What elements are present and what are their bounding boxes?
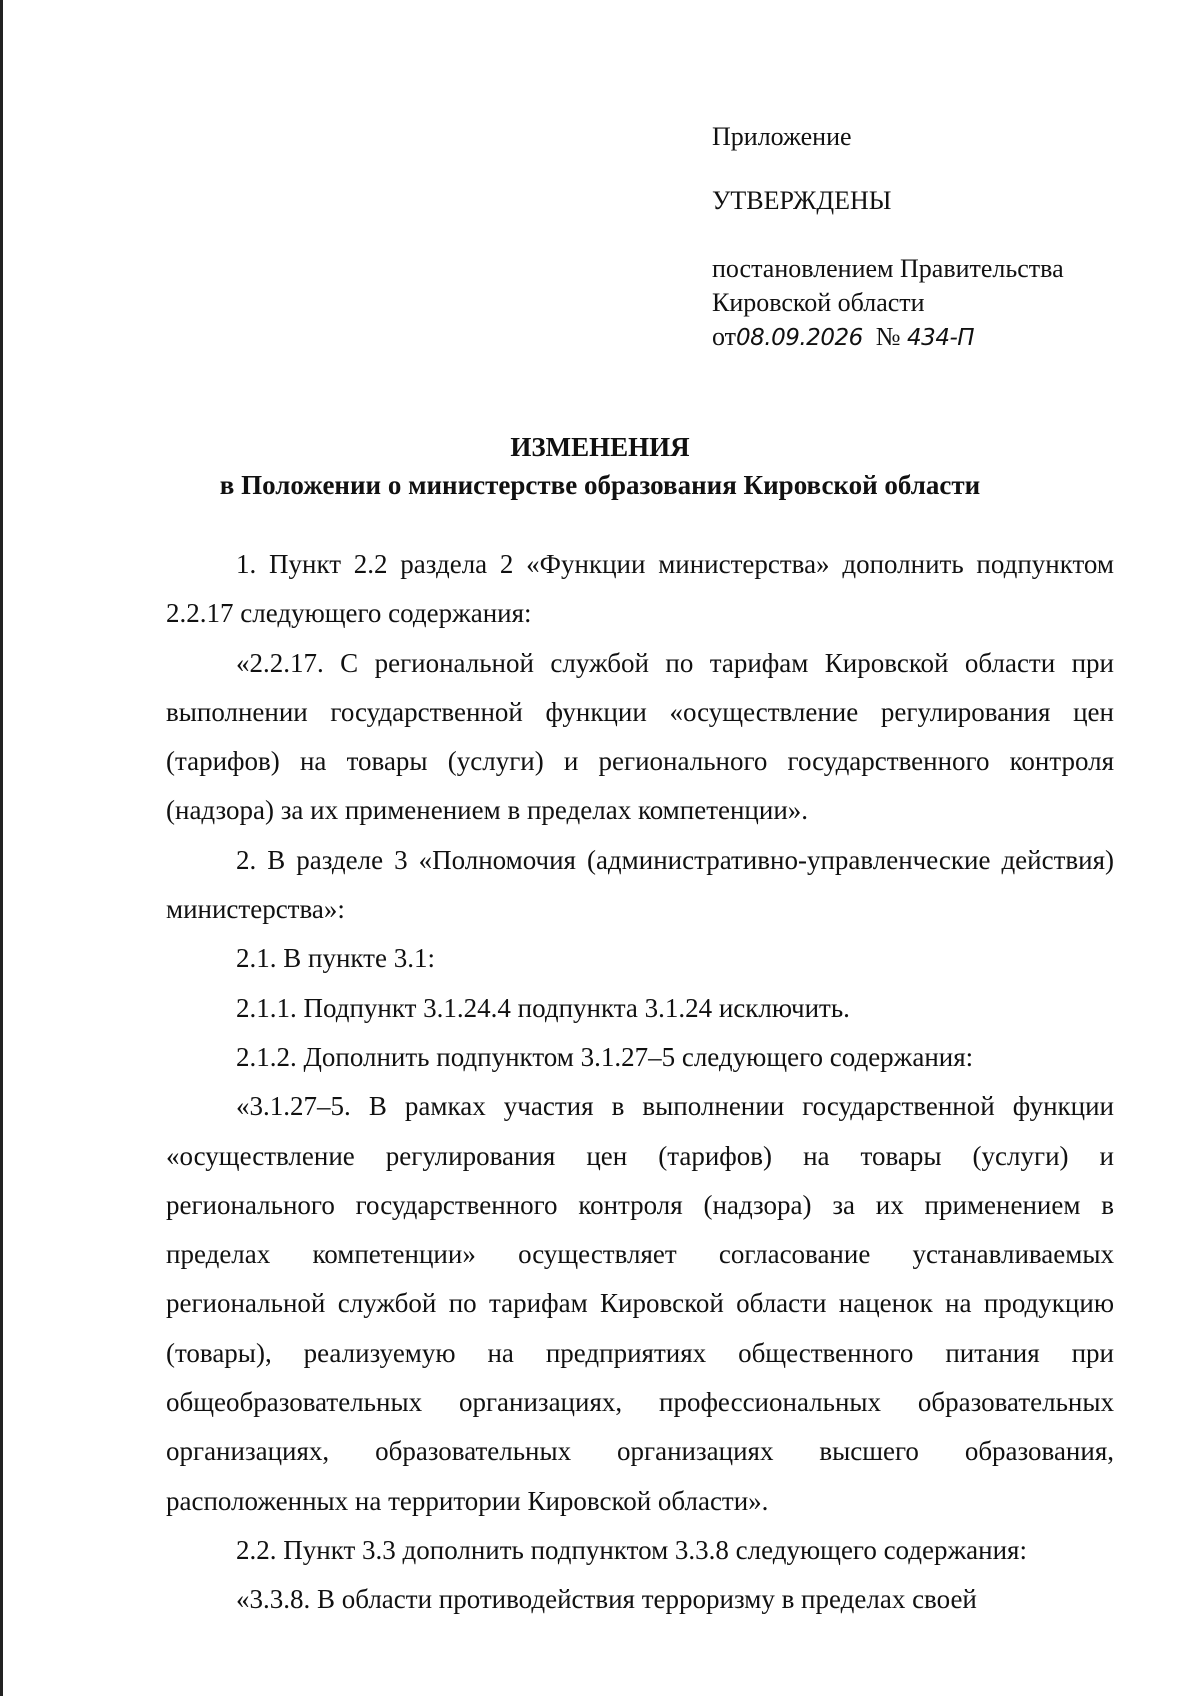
paragraph: 1. Пункт 2.2 раздела 2 «Функции министерства» дополнить подпунктом 2.2.17 следующего содержания: (166, 549, 1114, 629)
document-subtitle: в Положении о министерстве образования Кировской области (219, 470, 981, 500)
paragraph: «2.2.17. С региональной службой по тарифам Кировской области при выполнении государственной функции «осуществление регулирования цен (тарифов) на товары (услуги) и регионального государственного контроля (надзора) за их применением в пределах компетенции». (166, 647, 1114, 826)
decree-date: 08.09.2026 (736, 325, 863, 351)
paragraph: 2.1.2. Дополнить подпунктом 3.1.27–5 следующего содержания: (236, 1041, 974, 1072)
paragraph: 2.1.1. Подпункт 3.1.24.4 подпункта 3.1.24 исключить. (236, 992, 850, 1023)
approved-label: УТВЕРЖДЕНЫ (712, 186, 892, 215)
paragraph: «3.1.27–5. В рамках участия в выполнении государственной функции «осуществление регулирования цен (тарифов) на товары (услуги) и регионального государственного контроля (надзора) за их применением в пределах компетенции» осуществляет согласование устанавливаемых региональной службой по тарифам Кировской области наценок на продукцию (товары), реализуемую на предприятиях общественного питания при общеобразовательных организациях, профессиональных образовательных организациях, образовательных организациях высшего образования, расположенных на территории Кировской области». (166, 1091, 1114, 1516)
paragraph: «3.3.8. В области противодействия терроризму в пределах своей (236, 1584, 977, 1615)
decree-line-2: Кировской области (712, 288, 925, 317)
document-body (166, 540, 1114, 1625)
from-label: от (712, 322, 737, 351)
appendix-label: Приложение (712, 122, 852, 151)
document-title: ИЗМЕНЕНИЯ (510, 432, 690, 462)
decree-line-1: постановлением Правительства (712, 254, 1064, 283)
paragraph: 2.1. В пункте 3.1: (236, 943, 435, 974)
paragraph: 2.2. Пункт 3.3 дополнить подпунктом 3.3.8 следующего содержания: (236, 1534, 1027, 1565)
decree-date-number (712, 320, 974, 355)
decree-number: 434-П (907, 325, 975, 351)
page-edge (0, 0, 3, 1696)
paragraph: 2. В разделе 3 «Полномочия (административно-управленческие действия) министерства»: (166, 844, 1114, 925)
number-label: № (875, 322, 901, 351)
